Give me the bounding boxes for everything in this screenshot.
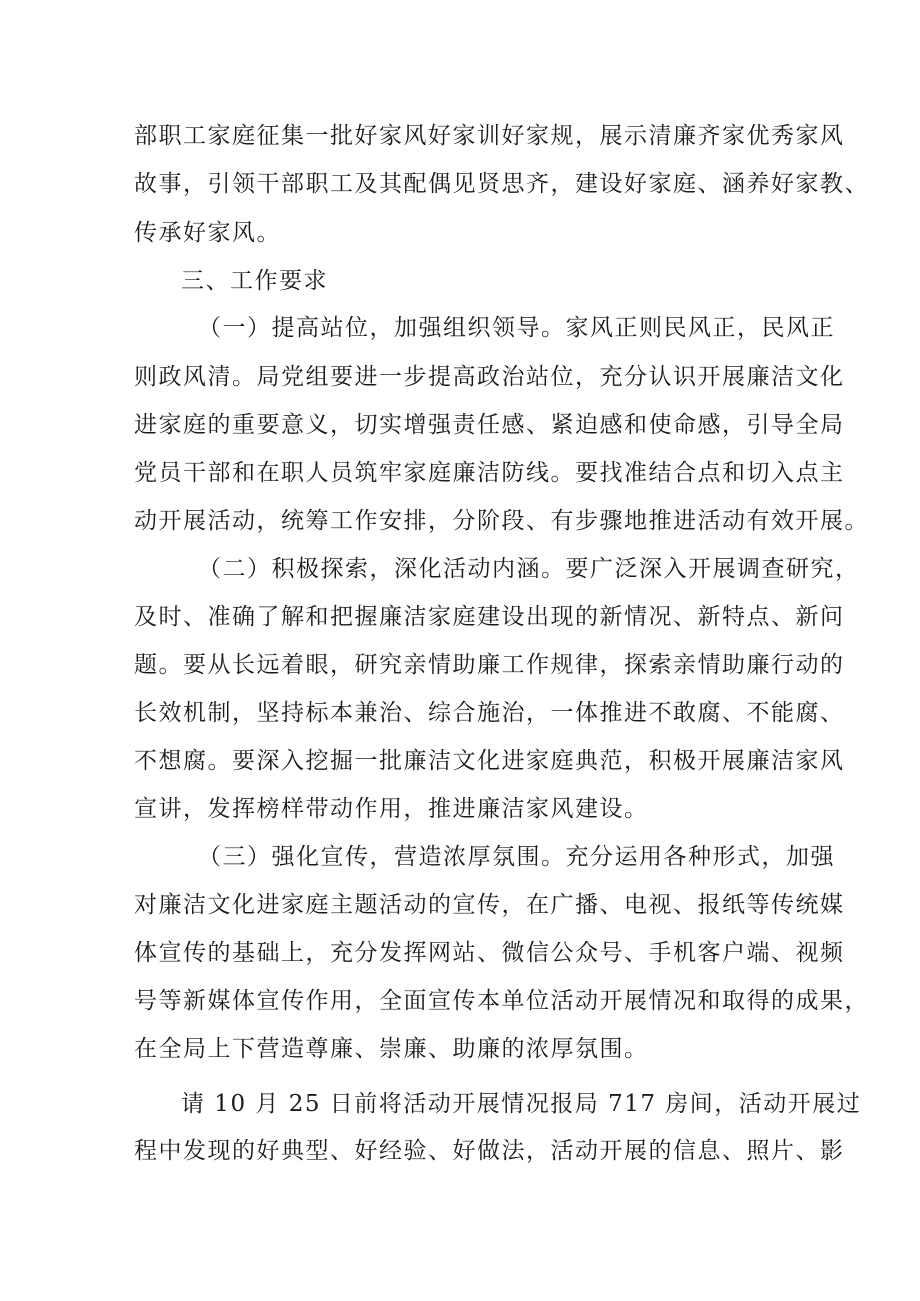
text-line: 动开展活动，统筹工作安排，分阶段、有步骤地推进活动有效开展。 [134,508,869,534]
text-line: 对廉洁文化进家庭主题活动的宣传，在广播、电视、报纸等传统媒 [134,892,845,918]
text-line: 传承好家风。 [134,220,281,246]
text-line: 则政风清。局党组要进一步提高政治站位，充分认识开展廉洁文化 [134,364,845,390]
text-line: 宣讲，发挥榜样带动作用，推进廉洁家风建设。 [134,796,649,822]
text-line: 号等新媒体宣传作用，全面宣传本单位活动开展情况和取得的成果， [134,988,869,1014]
text-line: 程中发现的好典型、好经验、好做法，活动开展的信息、照片、影 [134,1138,845,1164]
text-line: 部职工家庭征集一批好家风好家训好家规，展示清廉齐家优秀家风 [134,123,845,149]
text-line: （三）强化宣传，营造浓厚氛围。充分运用各种形式，加强 [198,844,835,870]
section-heading: 三、工作要求 [181,268,328,294]
text-line: 请 10 月 25 日前将活动开展情况报局 717 房间，活动开展过 [181,1091,862,1117]
text-line: （二）积极探索，深化活动内涵。要广泛深入开展调查研究， [198,556,860,582]
text-line: 及时、准确了解和把握廉洁家庭建设出现的新情况、新特点、新问 [134,604,845,630]
text-line: 党员干部和在职人员筑牢家庭廉洁防线。要找准结合点和切入点主 [134,460,845,486]
text-line: 在全局上下营造尊廉、崇廉、助廉的浓厚氛围。 [134,1036,649,1062]
text-line: 题。要从长远着眼，研究亲情助廉工作规律，探索亲情助廉行动的 [134,652,845,678]
text-line: （一）提高站位，加强组织领导。家风正则民风正，民风正 [198,315,835,341]
text-line: 故事，引领干部职工及其配偶见贤思齐，建设好家庭、涵养好家教、 [134,171,869,197]
text-line: 进家庭的重要意义，切实增强责任感、紧迫感和使命感，引导全局 [134,412,845,438]
text-line: 体宣传的基础上，充分发挥网站、微信公众号、手机客户端、视频 [134,940,845,966]
text-line: 不想腐。要深入挖掘一批廉洁文化进家庭典范，积极开展廉洁家风 [134,748,845,774]
text-line: 长效机制，坚持标本兼治、综合施治，一体推进不敢腐、不能腐、 [134,700,845,726]
